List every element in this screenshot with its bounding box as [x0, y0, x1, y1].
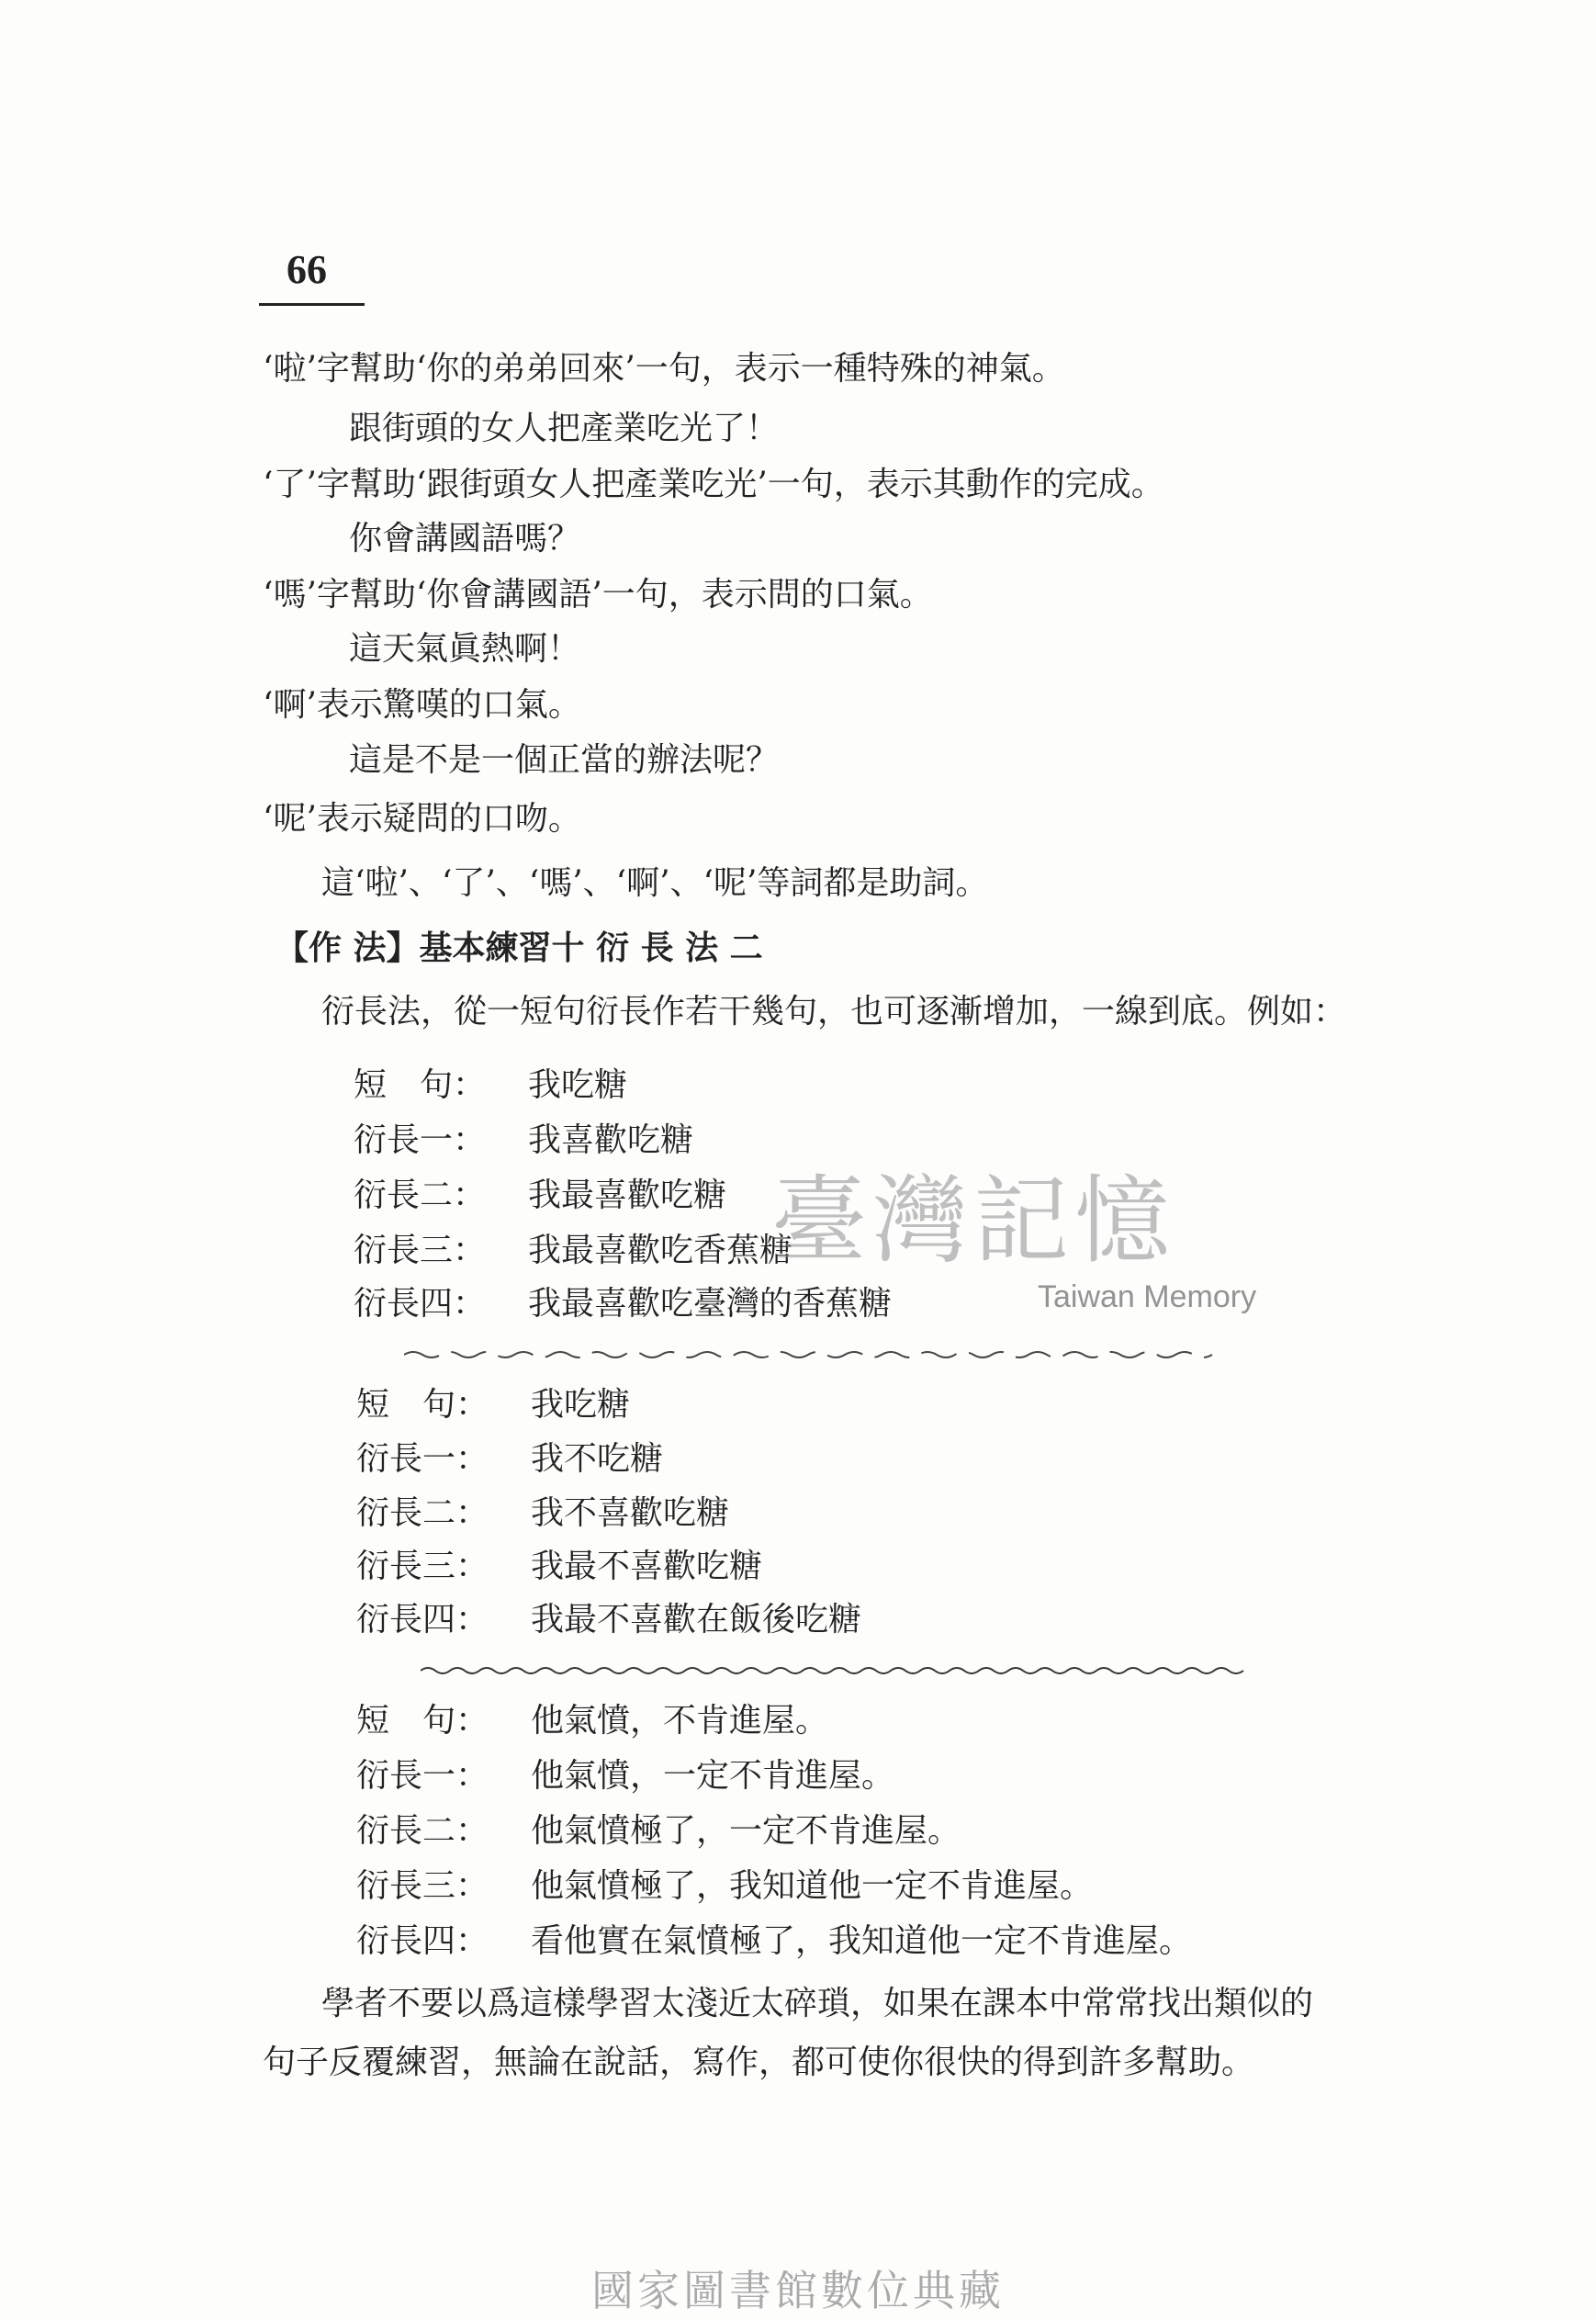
watermark-subtitle: Taiwan Memory [1038, 1279, 1257, 1314]
row-label: 衍長二： [356, 1812, 489, 1850]
row-sentence: 他氣憤，一定不肯進屋。 [531, 1757, 895, 1795]
row-label: 衍長四： [356, 1601, 489, 1639]
wavy-divider [404, 1348, 1221, 1361]
page-number-rule [259, 303, 365, 306]
row-label: 衍長二： [356, 1494, 489, 1532]
wavy-divider [421, 1664, 1247, 1677]
closing-line: 句子反覆練習，無論在說話，寫作，都可使你很快的得到許多幫助。 [263, 2044, 1255, 2081]
row-sentence: 他氣憤，不肯進屋。 [531, 1702, 829, 1740]
row-sentence: 我最喜歡吃香蕉糖 [528, 1232, 793, 1269]
row-label: 衍長一： [356, 1440, 489, 1478]
row-label: 衍長四： [354, 1285, 487, 1323]
row-sentence: 我不吃糖 [531, 1440, 664, 1478]
row-sentence: 我吃糖 [531, 1386, 631, 1424]
row-sentence: 看他實在氣憤極了，我知道他一定不肯進屋。 [531, 1922, 1193, 1960]
watermark-chars: 臺灣記憶 [771, 1165, 1176, 1277]
row-label: 衍長一： [356, 1757, 489, 1795]
taiwan-memory-watermark [771, 1143, 1286, 1327]
row-sentence: 他氣憤極了，我知道他一定不肯進屋。 [531, 1867, 1094, 1905]
row-sentence: 我吃糖 [528, 1066, 628, 1104]
row-sentence: 我最喜歡吃糖 [528, 1177, 727, 1214]
row-sentence: 我最不喜歡在飯後吃糖 [531, 1601, 862, 1639]
intro-line: 衍長法，從一短句衍長作若干幾句，也可逐漸增加，一線到底。例如： [321, 993, 1347, 1030]
row-label: 衍長四： [356, 1922, 489, 1960]
row-label: 衍長二： [354, 1177, 487, 1214]
page-number: 66 [287, 247, 327, 292]
text-line: ‘啦’字幫助‘你的弟弟回來’一句，表示一種特殊的神氣。 [263, 350, 1065, 388]
section-heading: 【作 法】基本練習十 衍 長 法 二 [275, 929, 763, 967]
row-sentence: 我不喜歡吃糖 [531, 1494, 730, 1532]
closing-line: 學者不要以爲這樣學習太淺近太碎瑣，如果在課本中常常找出類似的 [321, 1985, 1314, 2022]
row-label: 短 句： [354, 1066, 487, 1104]
row-label: 衍長三： [356, 1867, 489, 1905]
row-sentence: 我最喜歡吃臺灣的香蕉糖 [528, 1285, 893, 1323]
row-label: 短 句： [356, 1702, 489, 1740]
text-line: ‘嗎’字幫助‘你會講國語’一句，表示問的口氣。 [263, 576, 933, 614]
row-sentence: 他氣憤極了，一定不肯進屋。 [531, 1812, 961, 1850]
library-credit: 國家圖書館數位典藏 [591, 2266, 1005, 2315]
example-sentence: 你會講國語嗎？ [349, 520, 581, 557]
example-sentence: 這是不是一個正當的辦法呢？ [349, 741, 780, 779]
row-sentence: 我最不喜歡吃糖 [531, 1548, 763, 1585]
example-sentence: 這天氣眞熱啊！ [349, 630, 581, 668]
summary-line: 這‘啦’、‘了’、‘嗎’、‘啊’、‘呢’等詞都是助詞。 [321, 864, 989, 902]
row-sentence: 我喜歡吃糖 [528, 1121, 694, 1159]
row-label: 短 句： [356, 1386, 489, 1424]
row-label: 衍長三： [356, 1548, 489, 1585]
text-line: ‘了’字幫助‘跟街頭女人把產業吃光’一句，表示其動作的完成。 [263, 466, 1164, 503]
text-line: ‘啊’表示驚嘆的口氣。 [263, 686, 581, 724]
example-sentence: 跟街頭的女人把產業吃光了！ [349, 410, 780, 447]
row-label: 衍長一： [354, 1121, 487, 1159]
row-label: 衍長三： [354, 1232, 487, 1269]
text-line: ‘呢’表示疑問的口吻。 [263, 800, 581, 838]
